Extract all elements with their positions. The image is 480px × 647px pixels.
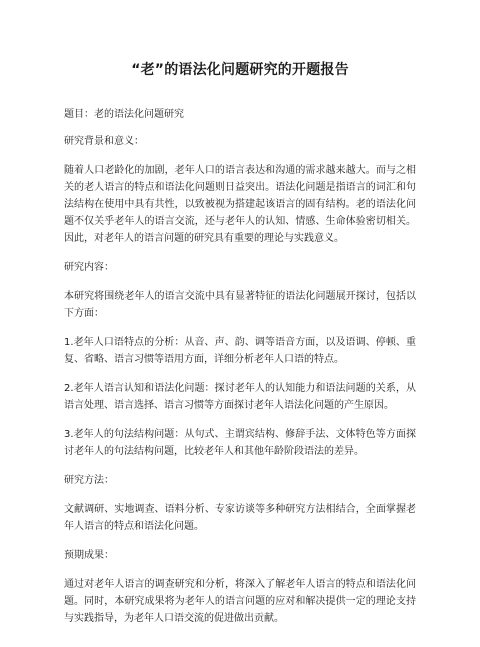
topic-line: 题目：老的语法化问题研究 bbox=[64, 109, 184, 120]
outcome-paragraph: 通过对老年人语言的调查研究和分析，将深入了解老年人语言的特点和语法化问题。同时，本研究成果将为老年人的语言问题的应对和解决提供一定的理论支持与实践指导，为老年人口语交流的促进做出贡献。 bbox=[64, 579, 416, 624]
content-item-2: 2.老年人语言认知和语法化问题：探讨老年人的认知能力和语法问题的关系，从语言处理、语言选择、语言习惯等方面探讨老年人语法化问题的产生原因。 bbox=[64, 383, 416, 411]
method-paragraph: 文献调研、实地调查、语料分析、专家访谈等多种研究方法相结合，全面掌握老年人语言的特点和语法化问题。 bbox=[64, 504, 416, 532]
background-heading: 研究背景和意义： bbox=[64, 136, 144, 147]
method-heading: 研究方法： bbox=[64, 475, 114, 486]
document-title: “老”的语法化问题研究的开题报告 bbox=[131, 62, 349, 78]
content-item-3: 3.老年人的句法结构问题：从句式、主谓宾结构、修辞手法、文体特色等方面探讨老年人的句法结构问题，比较老年人和其他年龄阶段语法的差异。 bbox=[64, 429, 416, 457]
content-item-1: 1.老年人口语特点的分析：从音、声、韵、调等语音方面，以及语调、停顿、重复、省略、语言习惯等语用方面，详细分析老年人口语的特点。 bbox=[64, 337, 416, 365]
content-heading: 研究内容： bbox=[64, 262, 114, 273]
outcome-heading: 预期成果： bbox=[64, 550, 114, 561]
document-body bbox=[64, 106, 416, 627]
content-intro-paragraph: 本研究将围绕老年人的语言交流中具有显著特征的语法化问题展开探讨，包括以下方面： bbox=[64, 291, 416, 319]
background-paragraph: 随着人口老龄化的加剧，老年人口的语言表达和沟通的需求越来越大。而与之相关的老人语言的特点和语法化问题则日益突出。语法化问题是指语言的词汇和句法结构在使用中具有共性，以致被视为搭建起该语言的固有结构。老的语法化问题不仅关乎老年人的语言交流，还与老年人的认知、情感、生命体验密切相关。因此，对老年人的语言问题的研究具有重要的理论与实践意义。 bbox=[64, 165, 416, 244]
